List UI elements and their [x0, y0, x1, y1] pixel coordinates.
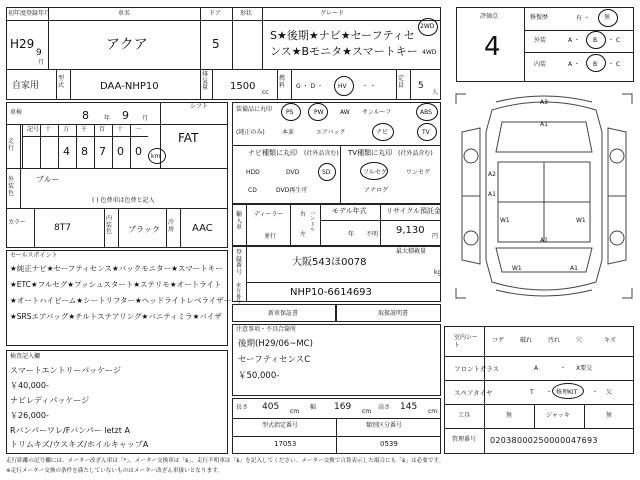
notes-label: 注意事項・不具合箇所: [236, 326, 297, 333]
drive-4wd: 4WD: [422, 49, 437, 56]
car-name: アクア: [106, 37, 148, 53]
inspection-month-unit: 月: [142, 115, 149, 122]
equipment-label: 装備品に丸印: [236, 106, 273, 113]
color-code-label: カラー: [8, 219, 27, 226]
equipment-item: AW: [340, 109, 350, 116]
shape-label: 形状: [240, 10, 253, 17]
glass-replace: X要交: [576, 365, 593, 372]
model-cert-label: 型式指定番号: [262, 422, 299, 429]
vin-label: 車台番号: [236, 283, 242, 305]
seat-item: コゲ: [492, 337, 505, 344]
diagram-label-a1-front: A1: [540, 121, 548, 128]
capacity-unit: 人: [432, 89, 439, 96]
options-line-5: Rバンパーワレ/Fバンパー letzt A: [10, 426, 130, 435]
footer-line-2: ※走行メーター交換の条件を満たしていないものはメーター改ざん車扱いとなります。: [6, 468, 223, 474]
category-number: 0539: [380, 440, 398, 448]
height-unit: cm: [428, 408, 438, 415]
exterior-color: ブルー: [36, 175, 60, 184]
use-type: 自家用: [12, 81, 40, 91]
reg-month-unit: 月: [38, 59, 45, 66]
equipment-item: PW: [314, 109, 324, 116]
mileage-digit: 0: [117, 145, 124, 158]
max-load-label: 最大積載量: [396, 248, 427, 255]
door-count: 5: [212, 37, 220, 51]
model-label: 型式: [58, 75, 65, 89]
score-label: 評価点: [480, 13, 499, 20]
mileage-column-head: 十: [45, 126, 52, 133]
reg-era: H29: [10, 37, 35, 51]
model-year-label: モデル年式: [332, 207, 367, 215]
shift-value: FAT: [178, 131, 199, 145]
grade-line2: ンス★Bモニタ★スマートキー: [270, 45, 418, 58]
notes-line-2: セーフティセンスC: [238, 355, 311, 365]
height-label: 高さ: [378, 404, 391, 411]
fuel-label: 燃料: [279, 75, 286, 89]
nav-cd: CD: [248, 187, 257, 194]
mileage-label: 走行: [8, 138, 15, 153]
mileage-column-head: 千: [81, 126, 88, 133]
options-label: 検査記入欄: [10, 353, 41, 360]
mileage-column-head: 百: [99, 126, 106, 133]
equipment-item: TV: [422, 129, 430, 136]
repair-label: 修復歴: [530, 14, 549, 21]
options-line-6: トリムキズ/ウスキズ/ホイルキャップA: [10, 440, 149, 449]
drive-2wd: 2WD: [420, 23, 435, 30]
equipment-item: PS: [286, 109, 294, 116]
inspection-year: 8: [82, 109, 89, 122]
color-code: 8T7: [54, 223, 71, 233]
diagram-label-a2: A2: [488, 171, 496, 178]
sales-line-2: ★ETC★フルセグ★プッシュスタート★ステリモ★オートライト: [10, 280, 222, 289]
name-label: 車名: [118, 10, 131, 17]
nav-hdd: HDD: [246, 169, 260, 176]
score: 4: [484, 32, 501, 62]
sales-line-1: ★純正ナビ★セーフティセンス★バックモニター★スマートキー: [10, 264, 223, 273]
equipment-selected-circle: [417, 123, 437, 141]
spare-dot-1: ・: [546, 389, 553, 396]
equipment-selected-circle: [308, 103, 328, 121]
length-unit: cm: [290, 408, 300, 415]
spare-t: T: [530, 389, 534, 396]
diagram-label-a1-rear: A1: [540, 237, 548, 244]
notes-line-1: 後期(H29/06~MC): [238, 339, 313, 349]
ac-value: AAC: [192, 223, 213, 234]
plate-number: 大阪543ほ0078: [292, 257, 367, 268]
handle-label: ハンドル: [310, 211, 316, 233]
handle-right: 右: [300, 211, 307, 218]
model-code: DAA-NHP10: [100, 81, 159, 92]
jack-value: 無: [606, 412, 613, 419]
max-load-unit: kg: [434, 269, 442, 276]
import-dealer: ディーラー: [254, 211, 284, 218]
spare-missing: 欠: [606, 389, 613, 396]
seat-item: 汚れ: [548, 337, 561, 344]
mileage-column-head: 記号: [27, 126, 40, 133]
interior-label: 内装: [534, 61, 547, 68]
nav-sd: SD: [322, 169, 331, 176]
glass-dot: ・: [560, 365, 567, 372]
mileage-digit: 0: [135, 145, 142, 158]
equipment-item: エアバック: [316, 129, 346, 136]
options-line-2: ￥40,000-: [10, 381, 49, 390]
jack-label: ジャッキ: [546, 412, 570, 419]
tool-label: 工具: [458, 412, 471, 419]
ac-label: 冷房: [168, 219, 175, 233]
repair-options: 有 ・: [576, 15, 590, 22]
exterior-a: A ・: [568, 37, 581, 44]
seat-item: 破れ: [520, 337, 533, 344]
equipment-selected-circle: [372, 123, 394, 141]
glass-label: フロントガラス: [454, 365, 500, 373]
diagram-label-w1-rear: W1: [512, 265, 522, 272]
import-label: 輸入車: [236, 211, 243, 232]
capacity-label: 定員: [398, 75, 405, 89]
height: 145: [400, 402, 418, 412]
mileage-digit: 4: [63, 145, 70, 158]
equipment-selected-circle: [281, 103, 301, 121]
plate-label: 登録番号: [236, 249, 243, 276]
equipment-item: ナビ: [376, 129, 389, 136]
mileage-column-head: 一: [135, 126, 142, 133]
options-line-4: ￥26,000-: [10, 411, 49, 420]
warranty-label: 新車保証書: [268, 310, 299, 317]
options-line-1: スマートエントリーパッケージ: [10, 366, 121, 375]
interior-color-label: 内装色: [106, 215, 113, 236]
vehicle-damage-diagram: [452, 92, 636, 324]
capacity: 5: [418, 81, 424, 91]
diagram-label-a1-bottom: A1: [570, 265, 578, 272]
sales-line-4: ★SRSエアバッグ★チルトステアリング★バニティミラ★バイザ: [10, 312, 222, 321]
handle-left: 左: [300, 231, 307, 238]
footer-line-1: 走行距離の記号欄には、メーター改ざん車は「*」、メーター交換車は「$」、走行不明車は「$」を記入してください。メーター交換で合算表示した場合にも「$」は必要です。: [6, 458, 445, 464]
mileage-column-head: 万: [63, 126, 70, 133]
interior-c: ・ C: [608, 61, 621, 68]
model-cert: 17053: [274, 440, 297, 448]
manual-label: 取扱説明書: [378, 310, 409, 317]
sales-points-label: セールスポイント: [10, 252, 58, 259]
displacement-unit: cc: [262, 89, 269, 96]
nav-type-label-sub: (社外品含む): [304, 150, 339, 157]
tv-analog: アナログ: [364, 187, 389, 194]
reg-month: 9: [36, 48, 42, 58]
grade-label: グレード: [320, 10, 345, 17]
mileage-unit: km: [151, 153, 161, 160]
diagram-label-a1-left: A1: [488, 191, 496, 198]
recycle-label: リサイクル預託金: [386, 207, 442, 215]
displacement-label: 排気量: [202, 71, 209, 92]
category-label: 類別区分番号: [366, 422, 403, 429]
diagram-label-a3: A3: [540, 99, 548, 106]
tv-fullseg: フルセグ: [363, 169, 387, 176]
length: 405: [262, 402, 280, 412]
mileage-column-head: 十: [117, 126, 124, 133]
model-year-unknown: 不明: [366, 231, 379, 238]
exterior-c: ・ C: [608, 37, 621, 44]
recycle-amount: 9,130: [396, 225, 425, 236]
nav-dvd-play: DVD再生可: [276, 187, 308, 194]
mgmt-number: 02038000250000047693: [490, 436, 598, 445]
nav-dvd: DVD: [286, 169, 300, 176]
displacement: 1500: [230, 81, 256, 92]
width-label: 幅: [310, 404, 317, 411]
length-label: 長さ: [236, 404, 249, 411]
shift-label: シフト: [190, 103, 209, 110]
equipment-selected-circle: [416, 103, 438, 121]
mgmt-label: 管理番号: [452, 436, 477, 443]
equipment-item: 本革: [282, 129, 295, 136]
vin-number: NHP10-6614693: [290, 287, 372, 298]
tv-type-label: TV種類に丸印: [348, 149, 393, 157]
color-note: ( ) 色替車は色替と記入: [92, 197, 155, 204]
repair-selected: 無: [604, 14, 611, 21]
exterior-selected: B: [593, 37, 598, 44]
tv-oneseg: ワンセグ: [406, 169, 431, 176]
inspection-month: 9: [122, 109, 129, 122]
mileage-digit: 8: [81, 145, 88, 158]
recycle-unit: 円: [432, 233, 439, 240]
fuel-options: G ・ D ・: [296, 83, 323, 90]
exterior-color-label: 外装色: [8, 176, 15, 198]
door-label: ドア: [209, 10, 221, 17]
options-line-3: ナビレディパッケージ: [10, 396, 90, 405]
width: 169: [334, 402, 352, 412]
glass-a: A: [534, 365, 539, 372]
fuel-rest: ・ ・: [362, 83, 376, 90]
spare-label: スペアタイヤ: [454, 389, 493, 397]
notes-line-3: ￥50,000-: [238, 371, 280, 381]
equipment-item: サンルーフ: [362, 109, 392, 116]
interior-a: A ・: [568, 61, 581, 68]
inspection-year-unit: 年: [104, 115, 111, 122]
tool-value: 無: [506, 412, 513, 419]
seat-item: 穴: [576, 337, 583, 344]
diagram-label-w1-right: W1: [576, 217, 586, 224]
inspection-label: 車検: [10, 109, 23, 116]
tv-type-label-sub: (社外品含む): [398, 150, 433, 157]
interior-color: ブラック: [128, 225, 160, 234]
reg-label: 初年度登録年月: [8, 10, 51, 17]
fuel-selected: HV: [338, 83, 347, 90]
grade-line1: S★後期★ナビ★セーフティセ: [270, 29, 415, 42]
interior-selected: B: [593, 61, 598, 68]
nav-type-label: ナビ種類に丸印: [248, 149, 297, 157]
spare-dot-2: ・: [592, 389, 599, 396]
model-year-unit: 年: [348, 231, 355, 238]
equipment-label-sub: (純正のみ): [236, 129, 265, 136]
diagram-label-w1-left: W1: [500, 217, 510, 224]
width-unit: cm: [362, 408, 372, 415]
seat-label: 室内シート: [454, 334, 479, 350]
import-parallel: 並行: [264, 233, 277, 240]
exterior-label: 外装: [534, 37, 547, 44]
mileage-digit: 7: [99, 145, 106, 158]
seat-item: キズ: [604, 337, 616, 344]
equipment-item: ABS: [420, 109, 432, 116]
spare-kit: 修理KIT: [556, 389, 578, 396]
sales-line-3: ★オートハイビーム★シートリフター★ヘッドライトレベライザー: [10, 296, 232, 305]
